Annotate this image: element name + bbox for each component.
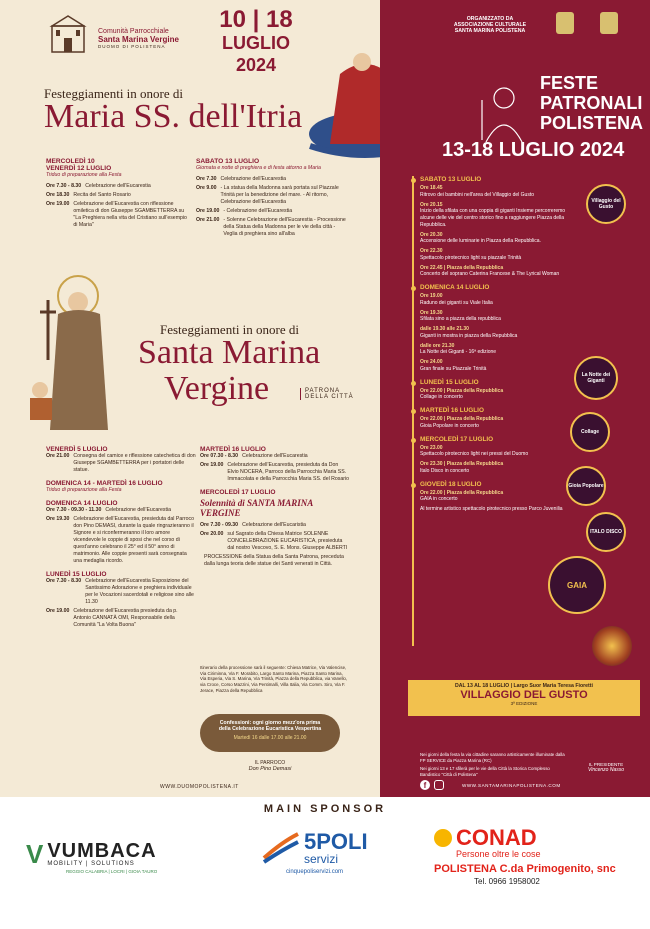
marina-title1: Santa Marina	[138, 334, 321, 371]
event-text: Gioia Popolare in concerto	[420, 422, 479, 429]
schedule-time: Ore 19.00	[46, 201, 70, 208]
itria-left-h1: MERCOLEDÌ 10	[46, 158, 95, 165]
conad-flower-icon	[434, 829, 452, 847]
schedule-row	[46, 507, 196, 514]
schedule-time: Ore 07.30 - 8.30	[200, 453, 239, 459]
org1: ORGANIZZATO DA	[466, 16, 514, 22]
section-big: Solennità di SANTA MARINA VERGINE	[200, 498, 313, 519]
event-row	[420, 202, 580, 229]
schedule-text: Celebrazione dell'Eucarestia, presieduta da Don Elvio NOCERA, Parroco della Parrocchia Maria SS. Immacolata e della Parrocchia Maria SS. del Rosario	[227, 462, 350, 483]
schedule-time: Ore 7.30	[196, 176, 217, 183]
schedule-text: - Celebrazione dell'Eucarestia	[223, 208, 293, 215]
event-text: La Notte dei Giganti - 16ª edizione	[420, 349, 497, 356]
event-row	[420, 310, 580, 324]
social-icons	[420, 780, 444, 790]
conad-logo	[434, 827, 634, 886]
schedule-row	[46, 192, 192, 199]
schedule-row	[46, 201, 192, 229]
event-time: Ore 22.00 | Piazza della Repubblica	[420, 416, 504, 422]
parroco-block	[230, 760, 310, 772]
5poli-swoosh-icon	[262, 832, 300, 864]
year: 2024	[235, 55, 277, 75]
section-heading: DOMENICA 14 LUGLIO	[46, 500, 118, 508]
event-text: GAIA in concerto	[420, 496, 458, 503]
org2: ASSOCIAZIONE CULTURALE	[453, 22, 527, 28]
schedule-text: Celebrazione dell'Eucarestia	[85, 183, 151, 190]
p-name: 5POLI	[304, 829, 368, 854]
villaggio-l1: DAL 13 AL 18 LUGLIO | Largo Suor Maria Teresa Fioretti	[455, 683, 593, 689]
event-time: Ore 20.30	[420, 231, 443, 238]
schedule-time: Ore 21.00	[46, 453, 70, 459]
schedule-time: Ore 19.00	[196, 208, 220, 215]
event-time: Ore 19.30	[420, 309, 443, 316]
parish-block	[98, 28, 218, 49]
org-block	[440, 16, 540, 34]
instagram-icon[interactable]	[434, 780, 444, 790]
schedule-row	[46, 608, 196, 629]
sponsor-bar	[0, 797, 650, 929]
event-text: Italo Disco in concerto	[420, 467, 470, 474]
v-sub: MOBILITY | SOLUTIONS	[47, 861, 135, 867]
event-day	[420, 481, 580, 513]
event-time: Ore 22.00 | Piazza della Repubblica	[420, 489, 504, 496]
itria-right-sub: Giornata e notte di preghiera e di festa attorno a Maria	[196, 165, 321, 171]
section-heading: LUNEDÌ 15 LUGLIO	[46, 571, 107, 579]
schedule-text: PROCESSIONE della Statua della Santa Patrona, preceduta dalla lunga teoria delle statue dei Santi venerati in Città.	[204, 554, 344, 568]
events-list	[420, 176, 580, 519]
schedule-text: Celebrazione dell'Eucarestia Esposizione del Santissimo Adorazione e preghiera individuale per le Vocazioni sacerdotali e religiose sino alle 11.30	[85, 578, 194, 606]
event-text: Gran finale su Piazzale Trinità	[420, 365, 487, 372]
schedule-text: - La statua della Madonna sarà portata sul Piazzale Trinità per la benedizione del mare. - Al ritorno, Celebrazione dell'Eucarestia	[220, 185, 339, 206]
section-heading: MERCOLEDÌ 17 LUGLIO	[200, 489, 276, 497]
event-day	[420, 379, 580, 402]
circle-notte-giganti: La Notte dei Giganti	[574, 356, 618, 400]
footnote-1: Nei giorni della festa la via cittadine saranno artisticamente illuminate dalla FP SERVICE da Piazza Marina (RC)	[420, 752, 565, 763]
parroco-name: Don Pino Demasi	[248, 766, 292, 772]
5poli-logo	[262, 831, 402, 875]
schedule-time: Ore 7.30 - 09.30 - 11.30	[46, 507, 102, 514]
event-row	[420, 232, 580, 246]
event-row	[420, 265, 580, 279]
itinerary: Itinerario della processione sarà il seguente: Chiesa Matrice, Via Valencise, Via Ciriminna, Via F. Morabito, Largo Santo Marina, Piazza Santo Marina, Via Esperia, Via S. Marina, Via Trinità, Piazza della Repubblica, via Vanello, via Croce, Corso Mazzini, Via Pentimalli, Villa Italia, Via Comm. Siro, Via F. Jerace, Piazza della Repubblica	[200, 665, 348, 693]
right-dates: 13-18 LUGLIO 2024	[442, 139, 625, 161]
schedule-row	[200, 522, 350, 529]
event-text: Sfilata sino a piazza della repubblica	[420, 316, 501, 323]
event-row	[420, 326, 580, 340]
confessioni-l1: Confessioni: ogni giorno mezz'ora prima	[219, 720, 321, 726]
v-cities: REGGIO CALABRIA | LOCRI | GIOIA TAURO	[66, 869, 158, 874]
schedule-row	[46, 578, 196, 606]
circle-gaia: GAIA	[548, 556, 606, 614]
event-time: Ore 18.45	[420, 185, 443, 191]
schedule-time: Ore 18.30	[46, 192, 70, 199]
month: LUGLIO	[222, 33, 290, 53]
event-time: dalle ore 21.30	[420, 342, 455, 349]
footnotes	[420, 752, 570, 778]
right-url[interactable]: WWW.SANTAMARINAPOLISTENA.COM	[462, 783, 561, 788]
event-text: Ritrovo dei bambini nell'area del Villaggio del Gusto	[420, 191, 534, 198]
dates-big: 10 | 18	[219, 6, 293, 33]
pres-role: IL PRESIDENTE	[588, 762, 624, 767]
event-row	[420, 506, 580, 513]
schedule-time: Ore 19.00	[46, 608, 70, 615]
c-name: CONAD	[456, 825, 537, 850]
event-time: Ore 23.30 | Piazza della Repubblica	[420, 461, 504, 467]
confessioni-l3: Martedì 16 dalle 17.00 alle 21.00	[233, 735, 307, 741]
event-time: Ore 22.30	[420, 248, 443, 254]
event-time: Ore 19.00	[420, 293, 443, 299]
schedule-text: - Solenne Celebrazione dell'Eucarestia - Processione della Statua della Madonna per le vie della città - Veglia di preghiera sino all'alba	[223, 217, 346, 238]
event-text: Spettacolo pirotecnico light nei pressi del Duomo	[420, 451, 529, 458]
event-day-heading: SABATO 13 LUGLIO	[420, 176, 482, 183]
event-day-heading: MARTEDÌ 16 LUGLIO	[420, 407, 484, 414]
event-text: Accensione delle luminarie in Piazza della Repubblica.	[420, 238, 541, 245]
circle-gioia: Gioia Popolare	[566, 466, 606, 506]
feste3: POLISTENA	[540, 113, 644, 133]
event-row	[420, 445, 580, 459]
event-day-heading: LUNEDÌ 15 LUGLIO	[420, 378, 479, 386]
parish-line1: Comunità Parrocchiale	[98, 28, 169, 35]
c-tel: Tel. 0966 1958002	[474, 877, 540, 886]
event-text: Raduno dei giganti su Viale Italia	[420, 299, 493, 306]
event-row	[420, 248, 580, 262]
schedule-time: Ore 19.00	[200, 462, 224, 469]
footnote-2: Nei giorni 13 e 17 sfilerà per le vie della Città la Storica Complesso Bandistico "Città di Polistena"	[420, 766, 550, 778]
circle-villaggio: Villaggio del Gusto	[586, 184, 626, 224]
schedule-row	[200, 531, 350, 552]
v-logo-icon: V	[26, 839, 44, 869]
event-time: Ore 20.15	[420, 201, 443, 208]
confessioni-badge	[200, 714, 340, 752]
itria-left-sub: Triduo di preparazione alla Festa	[46, 172, 122, 178]
church-icon	[48, 12, 88, 54]
schedule-time: Ore 7.30 - 09.30	[200, 522, 239, 529]
event-day	[420, 176, 580, 278]
schedule-time: Ore 20.00	[200, 531, 224, 538]
schedule-row	[200, 554, 350, 568]
right-panel	[380, 0, 650, 797]
event-time: dalle 19.30 alle 21.30	[420, 326, 469, 332]
event-time: Ore 23.00	[420, 444, 443, 451]
event-text: Inizio della sfilata con una coppia di giganti Insieme percorreremo alcune delle vie del centro storico fino a raggiungere Piazza della Repubblica.	[420, 208, 566, 228]
schedule-row	[196, 185, 346, 206]
event-text: Al termine artistico spettacolo pirotecnico presso Parco Juvenilia	[420, 506, 563, 512]
feste1: FESTE	[540, 73, 599, 93]
schedule-row	[200, 462, 350, 483]
parroco-role: IL PARROCO	[254, 760, 286, 766]
vumbaca-logo	[26, 841, 226, 874]
schedule-text: Celebrazione dell'Eucarestia	[242, 453, 308, 459]
schedule-text: Recita del Santo Rosario	[73, 192, 131, 199]
event-day-heading: MERCOLEDÌ 17 LUGLIO	[420, 435, 494, 443]
itria-left-h2: VENERDÌ 12 LUGLIO	[46, 165, 112, 172]
section-sub: Triduo di preparazione alla Festa	[46, 487, 122, 494]
schedule-text: Consegna del camice e riflessione catechetica di don Giuseppe SGAMBETTERRA per i portatori delle statue.	[73, 453, 196, 474]
marina-col2	[200, 440, 350, 570]
schedule-row	[196, 208, 346, 215]
circle-italo: ITALO DISCO	[586, 512, 626, 552]
p-sub: servizi	[304, 852, 339, 866]
schedule-text: Celebrazione dell'Eucaristia	[242, 522, 306, 529]
section-heading: MARTEDÌ 16 LUGLIO	[200, 446, 266, 453]
event-day	[420, 284, 580, 373]
event-text: Collage in concerto	[420, 394, 463, 401]
crest-icon	[556, 12, 574, 34]
santa-marina-image	[20, 270, 120, 440]
parish-line2: Santa Marina Vergine	[98, 35, 179, 44]
itria-title: Maria SS. dell'Itria	[44, 98, 303, 135]
marina-pre: Festeggiamenti in onore di	[160, 322, 300, 337]
schedule-time: Ore 19.30	[46, 516, 70, 523]
villaggio-l3: 3ª EDIZIONE	[510, 701, 538, 706]
villaggio-l2: VILLAGGIO DEL GUSTO	[460, 689, 588, 701]
itria-left-column	[46, 158, 192, 231]
c-tag: Persone oltre le cose	[456, 849, 541, 859]
firework-image	[592, 626, 632, 666]
event-row	[420, 490, 580, 504]
event-time: Ore 22.00 | Piazza della Repubblica	[420, 387, 504, 394]
event-row	[420, 343, 580, 357]
schedule-time: Ore 7.30 - 8.30	[46, 183, 82, 190]
schedule-row	[196, 217, 346, 238]
event-row	[420, 416, 580, 430]
event-day-heading: DOMENICA 14 LUGLIO	[420, 284, 490, 291]
event-row	[420, 185, 580, 199]
event-day	[420, 436, 580, 475]
event-time: Ore 24.00	[420, 359, 443, 365]
p-url[interactable]: cinquepoliservizi.com	[286, 869, 344, 875]
event-day	[420, 407, 580, 430]
left-url[interactable]: WWW.DUOMOPOLISTENA.IT	[160, 784, 239, 790]
timeline-line	[412, 176, 414, 646]
marina-patrona: PATRONA DELLA CITTÀ	[300, 388, 360, 400]
schedule-row	[200, 453, 350, 460]
schedule-time: Ore 7.30 - 8.30	[46, 578, 82, 585]
schedule-text: Celebrazione dell'Eucarestia, presieduta dal Parroco don Pino DEMASI, durante la quale ringrazieranno il Signore e si riconfermeranno il loro amore vicendevole le coppie di sposi che nel corso di quest'anno celebrano il 25° ed il 50° anno di matrimonio. Alle coppie presenti sarà consegnata una medaglia ricordo.	[73, 516, 195, 565]
pres-name: Vincenzo Nasso	[587, 767, 625, 773]
feste2: PATRONALI	[540, 93, 643, 113]
schedule-text: Celebrazione dell'Eucarestia presieduta da p. Antonio CANNATÀ OMI, Responsabile della Comunità "La Volta Buona"	[73, 608, 178, 629]
event-time: Ore 22.45 | Piazza della Repubblica	[420, 264, 504, 271]
schedule-time: Ore 21.00	[196, 217, 220, 224]
facebook-icon[interactable]: f	[420, 780, 430, 790]
schedule-text: sul Sagrato della Chiesa Matrice SOLENNE CONCELEBRAZIONE EUCARISTICA, presieduta dal nostro Vescovo, S. E. Mons. Giuseppe ALBERTI	[227, 531, 348, 552]
schedule-text: Celebrazione dell'Eucarestia	[220, 176, 287, 183]
itria-right-column	[196, 158, 346, 240]
section-heading: DOMENICA 14 - MARTEDÌ 16 LUGLIO	[46, 480, 163, 488]
schedule-text: Celebrazione dell'Eucarestia con riflessione omiletica di don Giuseppe SGAMBETTERRA su "La Preghiera nella vita del Cristiano sull'esempio di Maria"	[73, 201, 187, 229]
crest-icon-2	[600, 12, 618, 34]
event-day-heading: GIOVEDÌ 18 LUGLIO	[420, 480, 482, 488]
parish-line3: DUOMO DI POLISTENA	[98, 44, 166, 49]
villaggio-banner	[408, 680, 640, 716]
event-row	[420, 461, 580, 475]
event-text: Giganti in mostra in piazza della Repubblica	[420, 332, 518, 339]
itria-pre: Festeggiamenti in onore di	[44, 86, 184, 101]
org3: SANTA MARINA POLISTENA	[454, 28, 526, 34]
event-row	[420, 388, 580, 402]
marina-title2: Vergine	[164, 370, 270, 407]
itria-right-h1: SABATO 13 LUGLIO	[196, 158, 260, 165]
section-heading: VENERDÌ 5 LUGLIO	[46, 446, 108, 453]
marina-col1	[46, 440, 196, 631]
v-name: VUMBACA	[47, 840, 157, 862]
schedule-row	[46, 183, 192, 190]
event-text: Spettacolo pirotecnico light su piazzale Trinità	[420, 254, 522, 261]
event-text: Concerto del soprano Caterina Francese & The Lyrical Woman	[420, 271, 560, 278]
schedule-text: Celebrazione dell'Eucarestia	[105, 507, 171, 514]
schedule-row	[196, 176, 346, 183]
confessioni-l2: della Celebrazione Eucaristica Vespertina	[218, 726, 322, 732]
schedule-row	[46, 453, 196, 474]
c-addr: POLISTENA C.da Primogenito, snc	[434, 863, 616, 875]
schedule-row	[46, 516, 196, 565]
circle-collage: Collage	[570, 412, 610, 452]
schedule-time: Ore 9.00	[196, 185, 217, 192]
event-row	[420, 359, 580, 373]
event-row	[420, 293, 580, 307]
sponsor-title: MAIN SPONSOR	[263, 803, 387, 815]
presidente-block	[570, 762, 642, 773]
